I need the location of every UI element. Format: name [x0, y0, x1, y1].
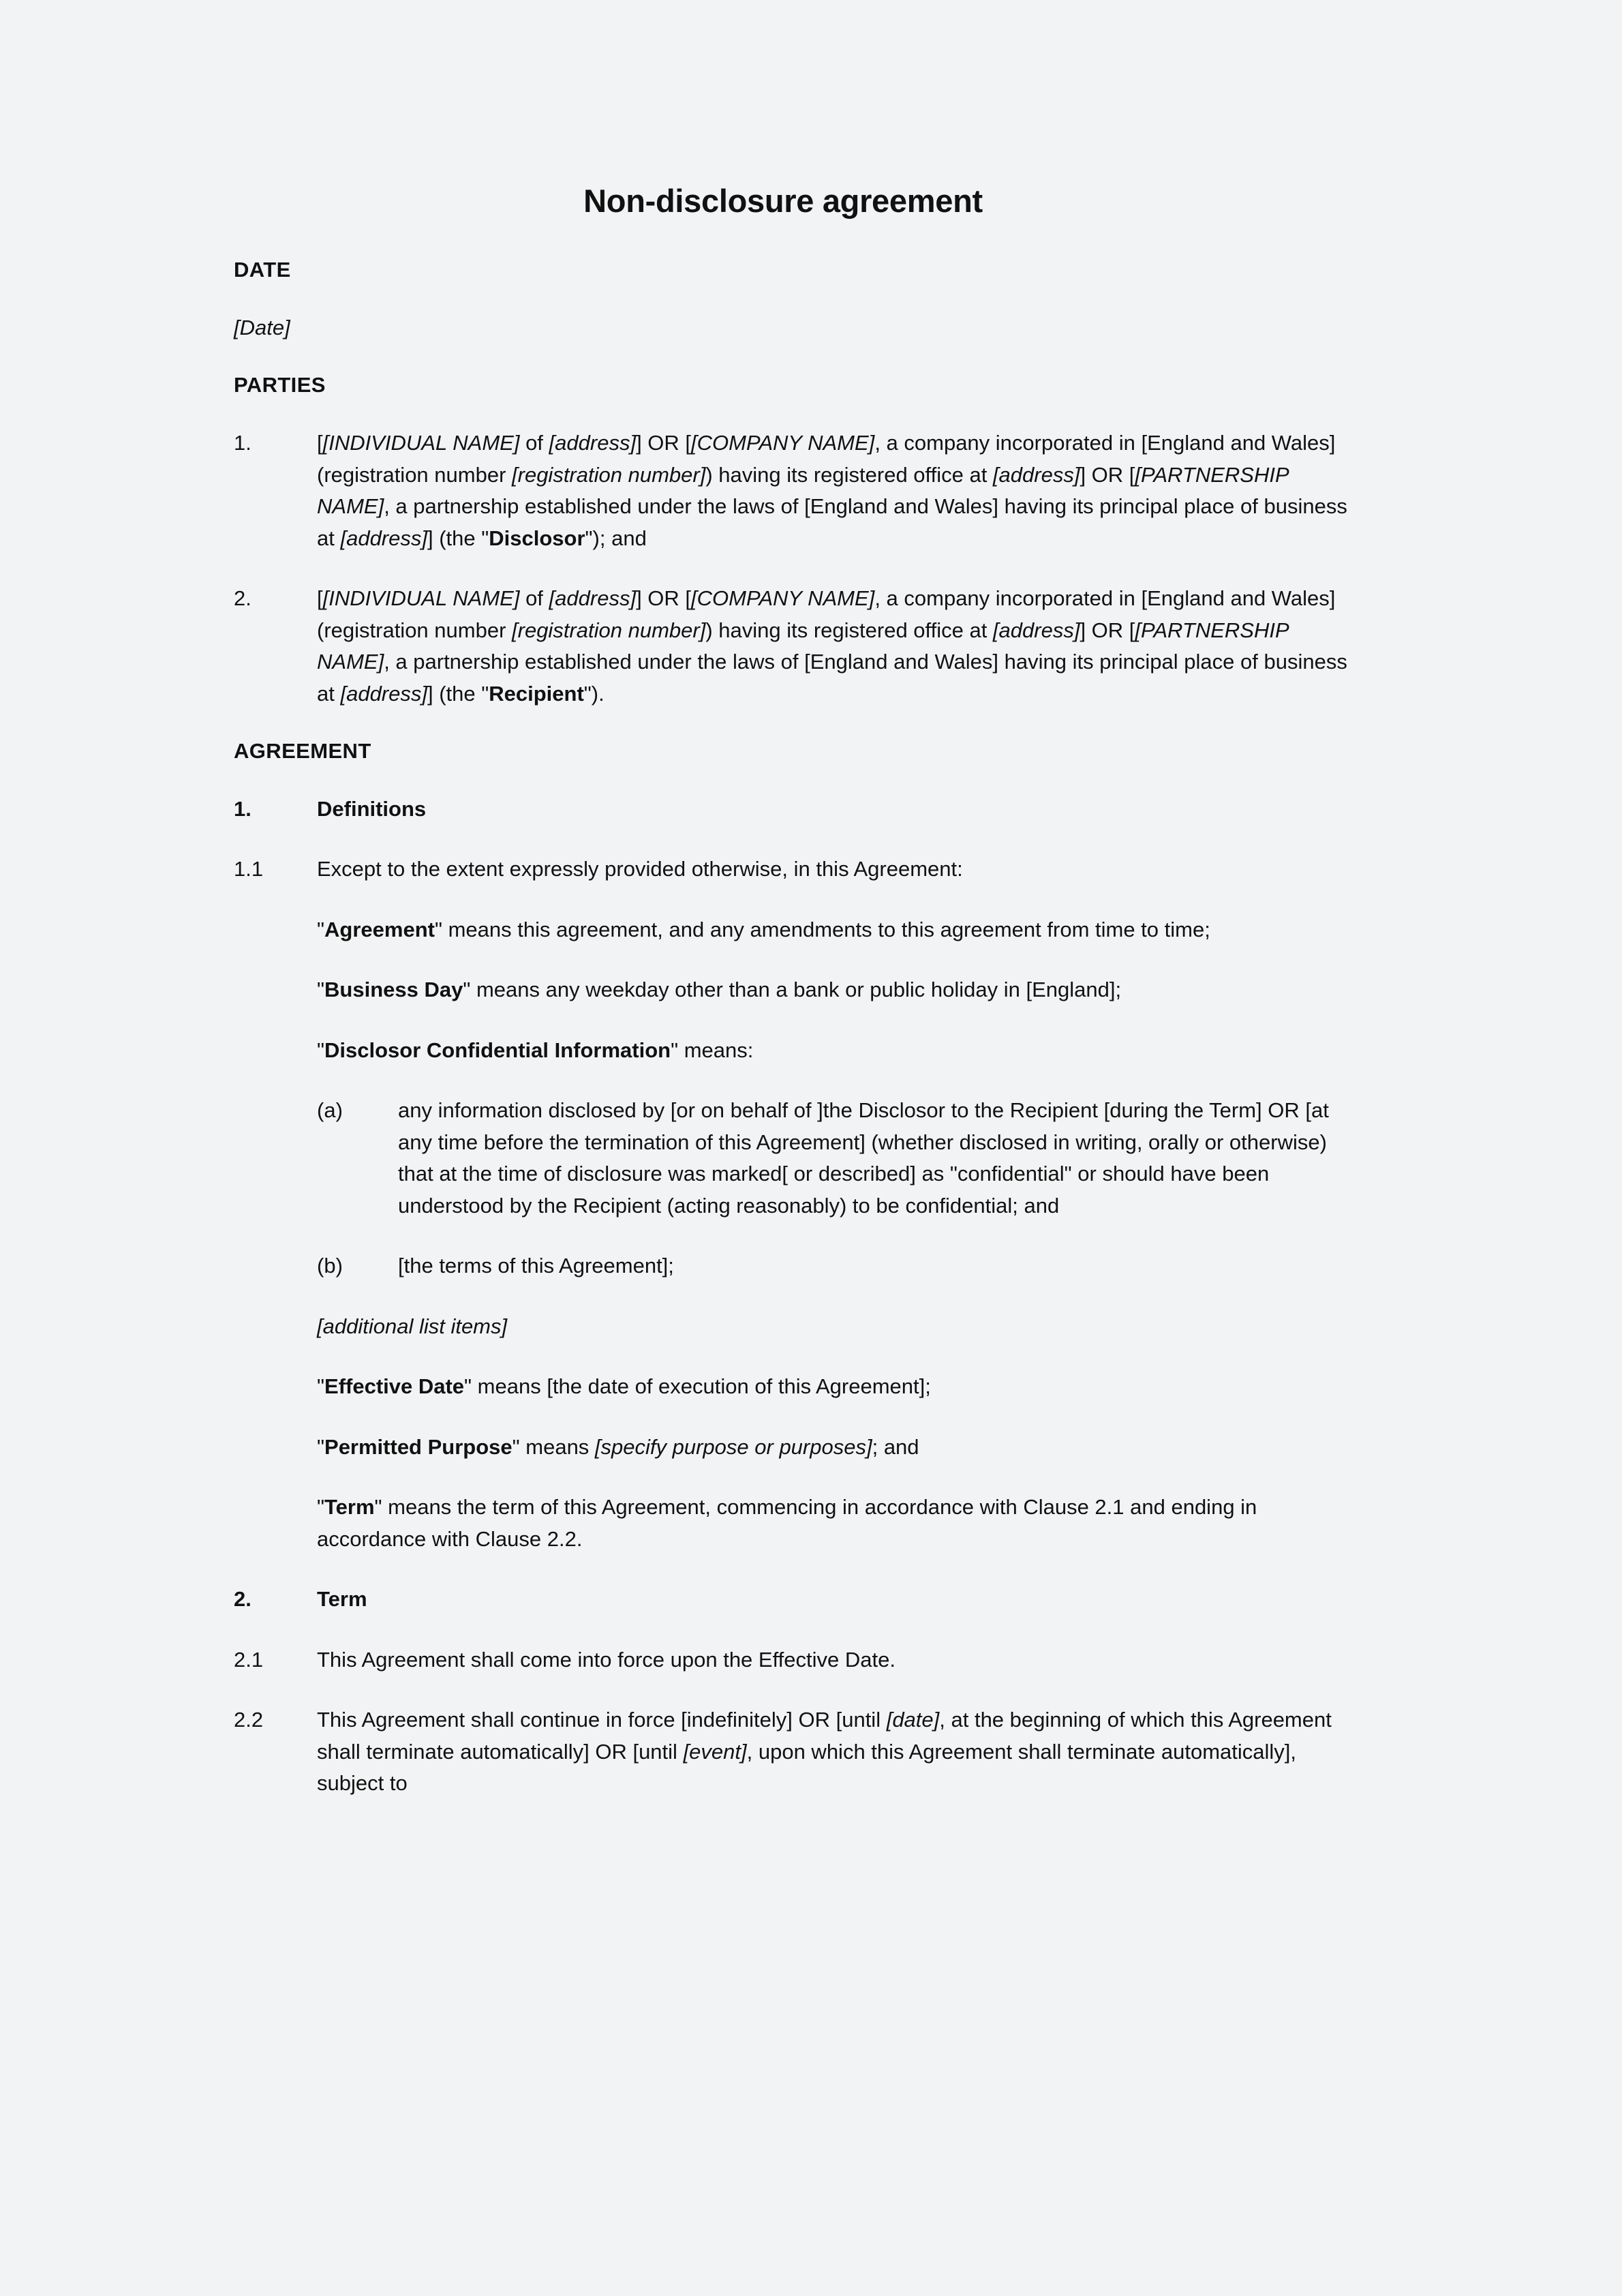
clause-1-1-text: Except to the extent expressly provided otherwise, in this Agreement:	[317, 857, 963, 881]
clause-2-title: Term	[317, 1587, 367, 1612]
clause-2-2	[234, 1704, 1360, 1800]
date-placeholder-text: [Date]	[234, 315, 290, 339]
clause-2-2-text: This Agreement shall continue in force [indefinitely] OR [until [date], at the beginning of which this Agreement shall terminate automatically] OR [until [event], upon which this Agreement shall terminate automatically], subject to	[317, 1708, 1332, 1796]
clause-2-1-number: 2.1	[234, 1647, 264, 1672]
clause-1-1	[234, 854, 1360, 886]
definition-list-item-b	[317, 1250, 1360, 1282]
clause-2-1-text: This Agreement shall come into force upon the Effective Date.	[317, 1647, 896, 1672]
party-item-2	[234, 583, 1360, 710]
clause-1-number: 1.	[234, 796, 251, 821]
party-item-1	[234, 427, 1360, 554]
definition-permitted-purpose: "Permitted Purpose" means [specify purpose or purposes]; and	[317, 1434, 919, 1459]
definition-agreement: "Agreement" means this agreement, and any amendments to this agreement from time to time;	[317, 917, 1210, 941]
list-item-b-text: [the terms of this Agreement];	[398, 1254, 674, 1278]
party-2-number: 2.	[234, 586, 251, 611]
clause-1-heading	[234, 794, 1360, 826]
party-2-text: [[INDIVIDUAL NAME] of [address]] OR [[COMPANY NAME], a company incorporated in [England and Wales] (registration number [registration number]) having its registered office at [address]] OR [[PARTNERSHIP NAME], a partnership established under the laws of [England and Wales] having its principal place of business at [address]] (the "Recipient").	[317, 586, 1347, 706]
definition-list-item-a	[317, 1095, 1360, 1222]
section-heading-agreement: AGREEMENT	[234, 739, 371, 764]
clause-2-2-number: 2.2	[234, 1708, 264, 1732]
page-title: Non-disclosure agreement	[583, 183, 983, 219]
definitions-block	[317, 914, 1360, 1556]
party-1-number: 1.	[234, 431, 251, 455]
definition-term: "Term" means the term of this Agreement, commencing in accordance with Clause 2.1 and ending in accordance with Clause 2.2.	[317, 1495, 1257, 1551]
section-heading-parties: PARTIES	[234, 373, 326, 397]
definition-disclosor-confidential-information: "Disclosor Confidential Information" means:	[317, 1038, 754, 1062]
additional-list-items-placeholder	[317, 1311, 1360, 1343]
list-item-a-text: any information disclosed by [or on behalf of ]the Disclosor to the Recipient [during the Term] OR [at any time before the termination of this Agreement] (whether disclosed in writing, orally or otherwise) that at the time of disclosure was marked[ or described] as "confidential" or should have been understood by the Recipient (acting reasonably) to be confidential; and	[398, 1098, 1329, 1218]
list-item-b-marker: (b)	[317, 1254, 343, 1278]
clause-1-1-number: 1.1	[234, 857, 264, 881]
clause-1-title: Definitions	[317, 796, 427, 821]
party-1-text: [[INDIVIDUAL NAME] of [address]] OR [[COMPANY NAME], a company incorporated in [England and Wales] (registration number [registration number]) having its registered office at [address]] OR [[PARTNERSHIP NAME], a partnership established under the laws of [England and Wales] having its principal place of business at [address]] (the "Disclosor"); and	[317, 431, 1347, 550]
date-value	[234, 312, 1360, 344]
additional-list-items-text: [additional list items]	[317, 1314, 508, 1338]
list-item-a-marker: (a)	[317, 1098, 343, 1123]
definition-business-day: "Business Day" means any weekday other than a bank or public holiday in [England];	[317, 978, 1122, 1002]
clause-2-1	[234, 1644, 1360, 1676]
document-body	[234, 183, 1360, 1828]
definition-effective-date: "Effective Date" means [the date of execution of this Agreement];	[317, 1374, 931, 1399]
clause-2-heading	[234, 1584, 1360, 1616]
clause-2-number: 2.	[234, 1587, 251, 1612]
section-heading-date: DATE	[234, 258, 291, 282]
